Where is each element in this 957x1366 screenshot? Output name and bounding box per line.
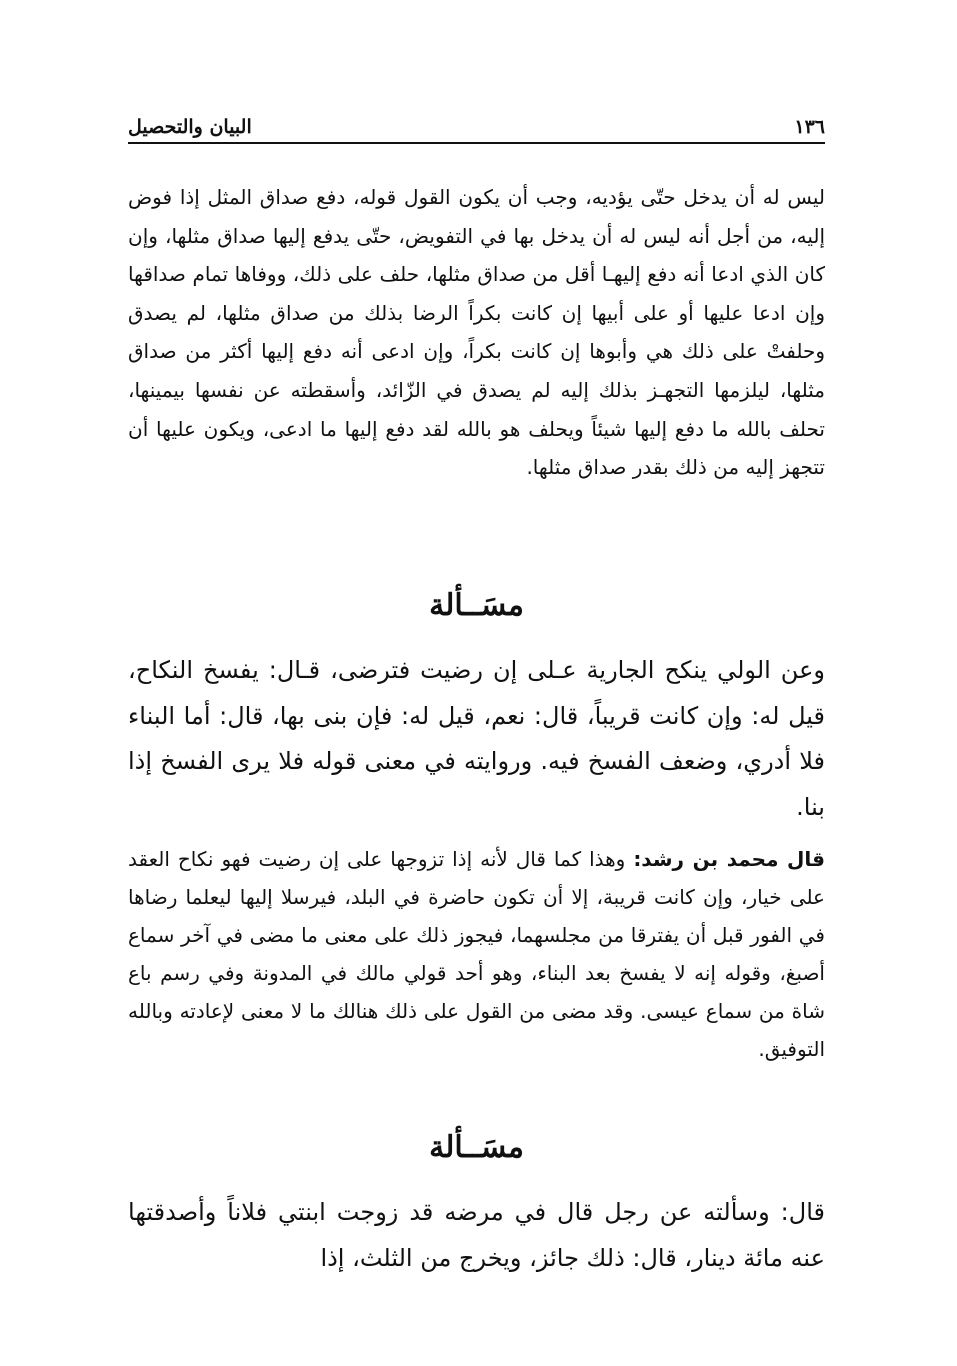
- paragraph-question-2: قال: وسألته عن رجل قال في مرضه قد زوجت ابنتي فلاناً وأصدقتها عنه مائة دينار، قال: ذلك جائز، ويخرج من الثلث، إذا: [128, 1198, 825, 1272]
- page-number: ١٣٦: [794, 116, 825, 138]
- page-header: [128, 112, 825, 144]
- section-heading-1: مسَــألة: [429, 588, 524, 623]
- paragraph-question-1: وعن الولي ينكح الجارية عـلى إن رضيت فترضى، قـال: يفسخ النكاح، قيل له: وإن كانت قريباً، قال: نعم، قيل له: فإن بنى بها، قال: أما البناء فلا أدري، وضعف الفسخ فيه. وروايته في معنى قوله فلا يرى الفسخ إذا بنا.: [128, 656, 825, 821]
- paragraph-commentary: [128, 840, 825, 1068]
- running-title: البيان والتحصيل: [128, 116, 252, 138]
- section-heading-2: مسَــألة: [429, 1130, 524, 1165]
- commentary-text: وهذا كما قال لأنه إذا تزوجها على إن رضيت فهو نكاح العقد على خيار، وإن كانت قريبة، إلا أن تكون حاضرة في البلد، فيرسلا إليها ليعلما رضاها في الفور قبل أن يفترقا من مجلسهما، فيجوز ذلك على معنى ما مضى في آخر سماع أصبغ، وقوله إنه لا يفسخ بعد البناء، وهو أحد قولي مالك في المدونة وفي رسم باع شاة من سماع عيسى. وقد مضى من القول على ذلك هنالك ما لا معنى لإعادته وبالله التوفيق.: [128, 847, 825, 1061]
- commentary-speaker: قال محمد بن رشد:: [633, 847, 825, 871]
- paragraph-continuation: ليس له أن يدخل حتّى يؤديه، وجب أن يكون القول قوله، دفع صداق المثل إذا فوض إليه، من أجل أنه ليس له أن يدخل بها في التفويض، حتّى يدفع إليها صداق مثلها، وإن كان الذي ادعا أنه دفع إليهـا أقل من صداق مثلها، حلف على ذلك، ووفاها تمام صداقها وإن ادعا عليها أو على أبيها إن كانت بكراً الرضا بذلك من صداق مثلها، لم يصدق وحلفتْ على ذلك هي وأبوها إن كانت بكراً، وإن ادعى أنه دفع إليها أكثر من صداق مثلها، ليلزمها التجهـز بذلك إليه لم يصدق في الزّائد، وأسقطته عن نفسها بيمينها، تحلف بالله ما دفع إليها شيئاً ويحلف هو بالله لقد دفع إليها ما ادعى، ويكون عليها أن تتجهز إليه من ذلك بقدر صداق مثلها.: [128, 185, 825, 480]
